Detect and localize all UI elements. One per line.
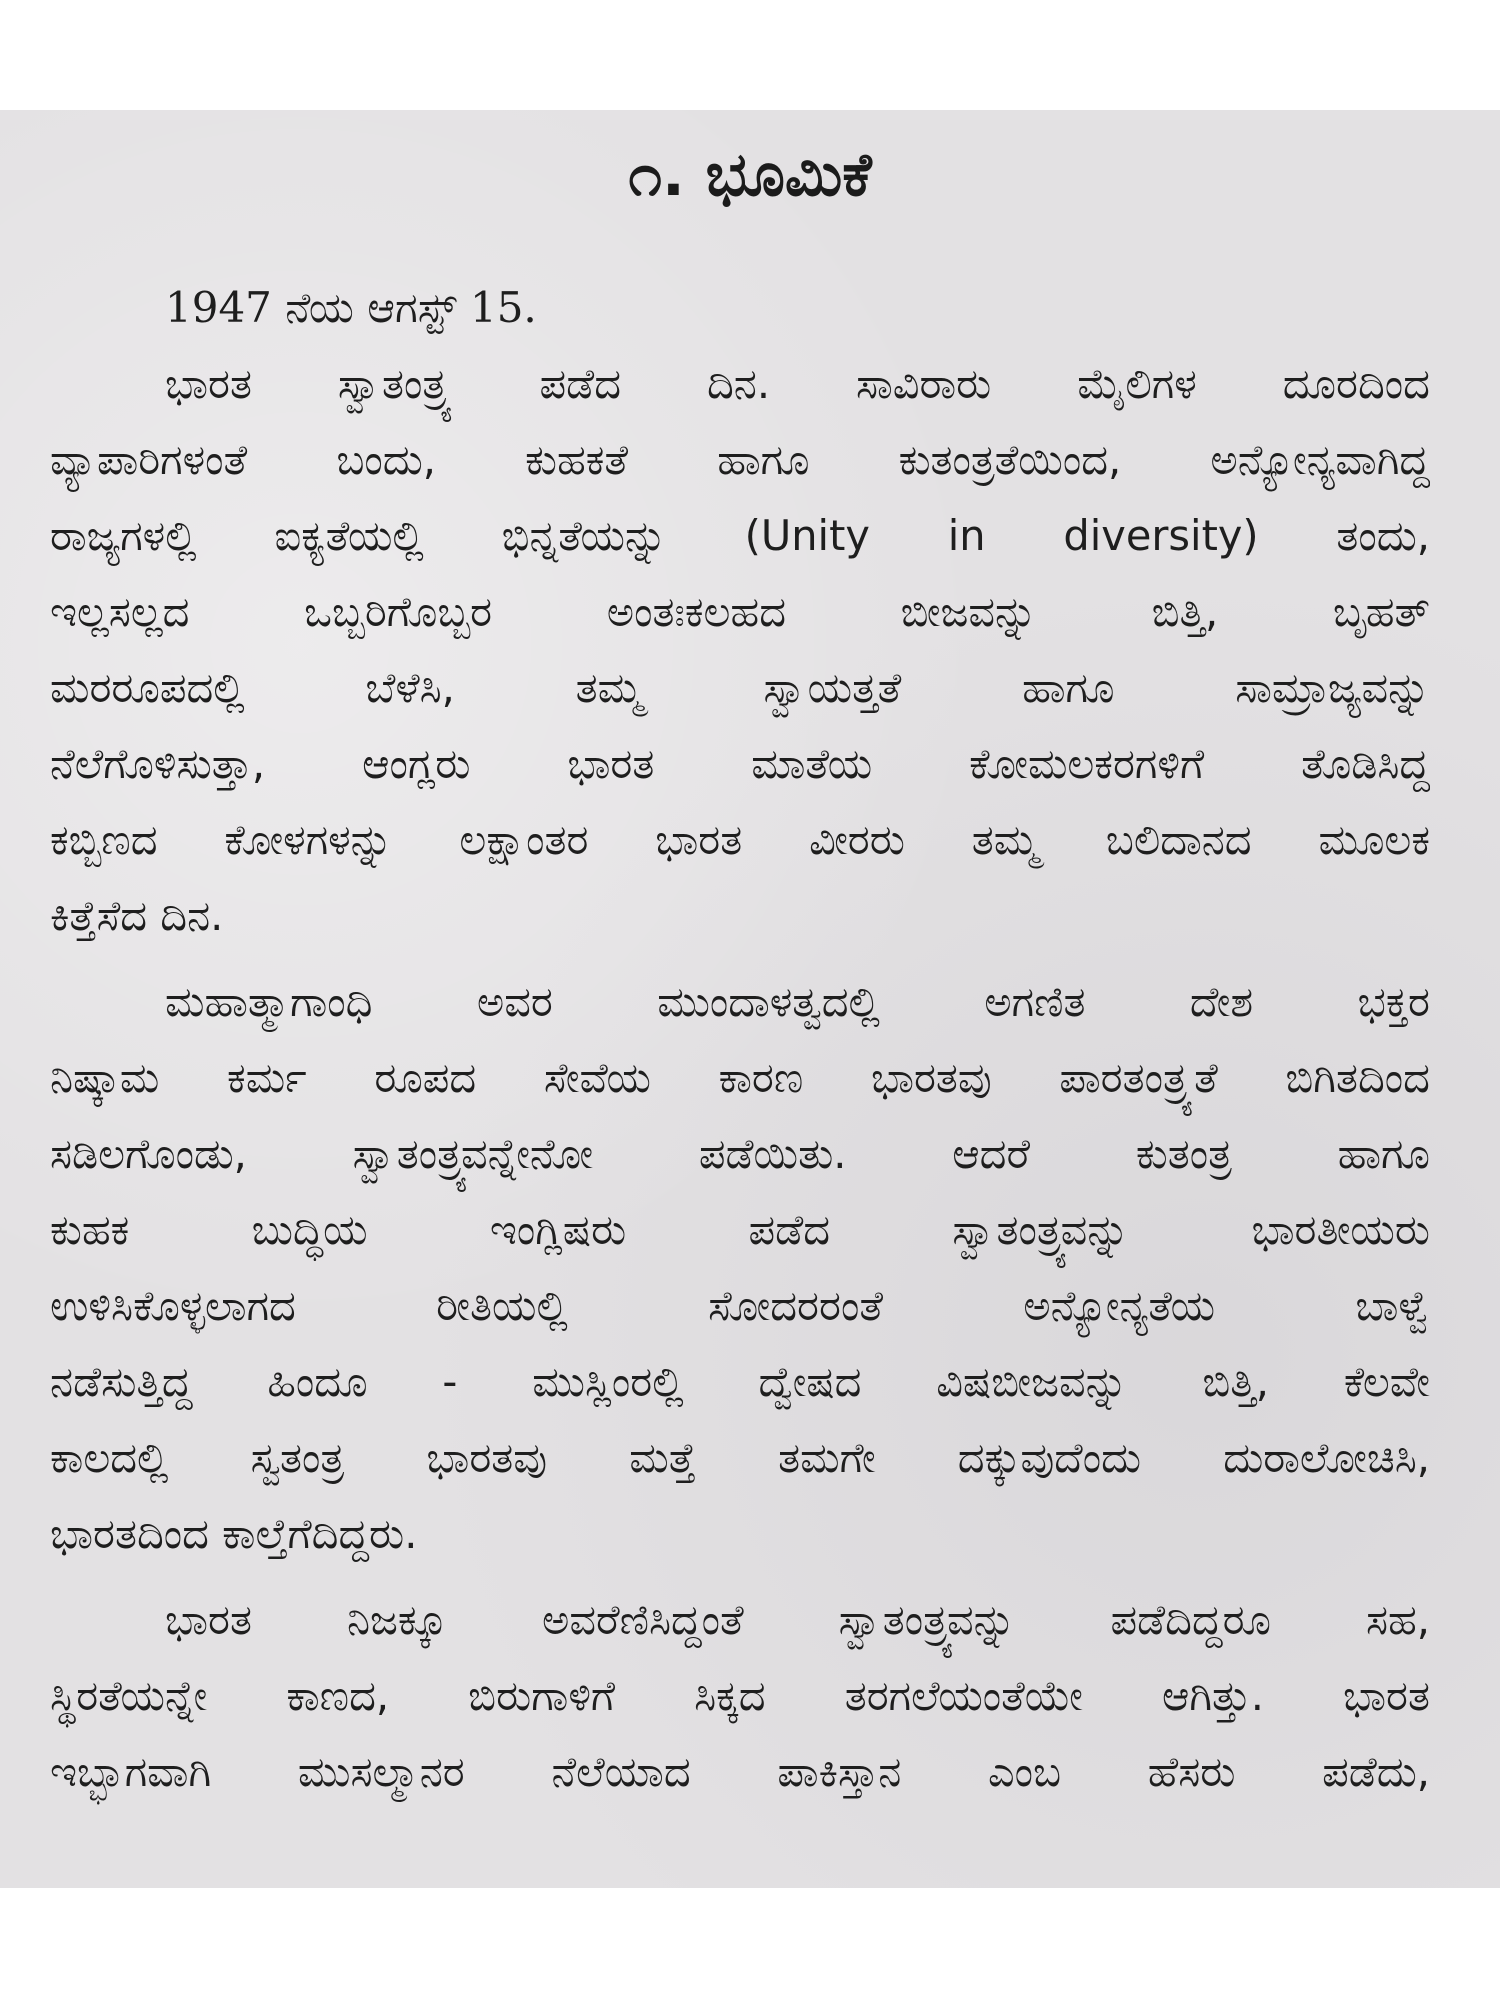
paragraph-line: ಇಬ್ಭಾಗವಾಗಿ ಮುಸಲ್ಮಾನರ ನೆಲೆಯಾದ ಪಾಕಿಸ್ತಾನ ಎಂಬ ಹೆಸರು ಪಡೆದು, xyxy=(50,1747,1430,1796)
paragraph-line: ವ್ಯಾಪಾರಿಗಳಂತೆ ಬಂದು, ಕುಹಕತೆ ಹಾಗೂ ಕುತಂತ್ರತೆಯಿಂದ, ಅನ್ಯೋನ್ಯವಾಗಿದ್ದ xyxy=(50,435,1430,484)
paragraph-gap xyxy=(50,954,1430,964)
paragraph-line: ಕಬ್ಬಿಣದ ಕೋಳಗಳನ್ನು ಲಕ್ಷಾಂತರ ಭಾರತ ವೀರರು ತಮ್ಮ ಬಲಿದಾನದ ಮೂಲಕ xyxy=(50,815,1430,864)
paragraph-line: ನೆಲೆಗೊಳಿಸುತ್ತಾ, ಆಂಗ್ಲರು ಭಾರತ ಮಾತೆಯ ಕೋಮಲಕರಗಳಿಗೆ ತೊಡಿಸಿದ್ದ xyxy=(50,739,1430,788)
paragraph-line: ಭಾರತದಿಂದ ಕಾಲ್ತೆಗೆದಿದ್ದರು. xyxy=(50,1509,418,1558)
paragraph-line: ಮಹಾತ್ಮಾಗಾಂಧಿ ಅವರ ಮುಂದಾಳತ್ವದಲ್ಲಿ ಅಗಣಿತ ದೇಶ ಭಕ್ತರ xyxy=(165,977,1430,1026)
paragraph-line: ಉಳಿಸಿಕೊಳ್ಳಲಾಗದ ರೀತಿಯಲ್ಲಿ ಸೋದರರಂತೆ ಅನ್ಯೋನ್ಯತೆಯ ಬಾಳ್ವೆ xyxy=(50,1281,1430,1330)
paragraph-2 xyxy=(50,964,1430,1572)
paragraph-line: ಕುಹಕ ಬುದ್ಧಿಯ ಇಂಗ್ಲಿಷರು ಪಡೆದ ಸ್ವಾತಂತ್ರ್ಯವನ್ನು ಭಾರತೀಯರು xyxy=(50,1205,1430,1254)
paragraph-line: ನಡೆಸುತ್ತಿದ್ದ ಹಿಂದೂ - ಮುಸ್ಲಿಂರಲ್ಲಿ ದ್ವೇಷದ ವಿಷಬೀಜವನ್ನು ಬಿತ್ತಿ, ಕೆಲವೇ xyxy=(50,1357,1430,1406)
paragraph-line: ಸಡಿಲಗೊಂಡು, ಸ್ವಾತಂತ್ರ್ಯವನ್ನೇನೋ ಪಡೆಯಿತು. ಆದರೆ ಕುತಂತ್ರ ಹಾಗೂ xyxy=(50,1129,1430,1178)
chapter-title: ೧. ಭೂಮಿಕೆ xyxy=(628,140,872,210)
paragraph-line: ಮರರೂಪದಲ್ಲಿ ಬೆಳೆಸಿ, ತಮ್ಮ ಸ್ವಾಯತ್ತತೆ ಹಾಗೂ ಸಾಮ್ರಾಜ್ಯವನ್ನು xyxy=(50,663,1430,712)
paragraph-line: ಕಿತ್ತೆಸೆದ ದಿನ. xyxy=(50,891,224,940)
paragraph-1 xyxy=(50,346,1430,954)
paragraph-line: ಇಲ್ಲಸಲ್ಲದ ಒಬ್ಬರಿಗೊಬ್ಬರ ಅಂತಃಕಲಹದ ಬೀಜವನ್ನು ಬಿತ್ತಿ, ಬೃಹತ್ xyxy=(50,587,1430,636)
date-line: 1947 ನೆಯ ಆಗಸ್ಟ್ 15. xyxy=(165,283,537,332)
paragraph-line: ರಾಜ್ಯಗಳಲ್ಲಿ ಐಕ್ಯತೆಯಲ್ಲಿ ಭಿನ್ನತೆಯನ್ನು (Unity in diversity) ತಂದು, xyxy=(50,511,1430,560)
chapter-body xyxy=(50,270,1430,1810)
paragraph-line: ಭಾರತ ಸ್ವಾತಂತ್ರ್ಯ ಪಡೆದ ದಿನ. ಸಾವಿರಾರು ಮೈಲಿಗಳ ದೂರದಿಂದ xyxy=(165,359,1430,408)
paragraph-3 xyxy=(50,1582,1430,1810)
paragraph-line: ಕಾಲದಲ್ಲಿ ಸ್ವತಂತ್ರ ಭಾರತವು ಮತ್ತೆ ತಮಗೇ ದಕ್ಕುವುದೆಂದು ದುರಾಲೋಚಿಸಿ, xyxy=(50,1433,1430,1482)
scanned-page xyxy=(0,110,1500,1888)
paragraph-line: ನಿಷ್ಕಾಮ ಕರ್ಮ ರೂಪದ ಸೇವೆಯ ಕಾರಣ ಭಾರತವು ಪಾರತಂತ್ರ್ಯತೆ ಬಿಗಿತದಿಂದ xyxy=(50,1053,1430,1102)
paragraph-gap xyxy=(50,1572,1430,1582)
paragraph-line: ಸ್ಥಿರತೆಯನ್ನೇ ಕಾಣದ, ಬಿರುಗಾಳಿಗೆ ಸಿಕ್ಕದ ತರಗಲೆಯಂತೆಯೇ ಆಗಿತ್ತು. ಭಾರತ xyxy=(50,1671,1430,1720)
paragraph-line: ಭಾರತ ನಿಜಕ್ಕೂ ಅವರೆಣಿಸಿದ್ದಂತೆ ಸ್ವಾತಂತ್ರ್ಯವನ್ನು ಪಡೆದಿದ್ದರೂ ಸಹ, xyxy=(165,1595,1430,1644)
